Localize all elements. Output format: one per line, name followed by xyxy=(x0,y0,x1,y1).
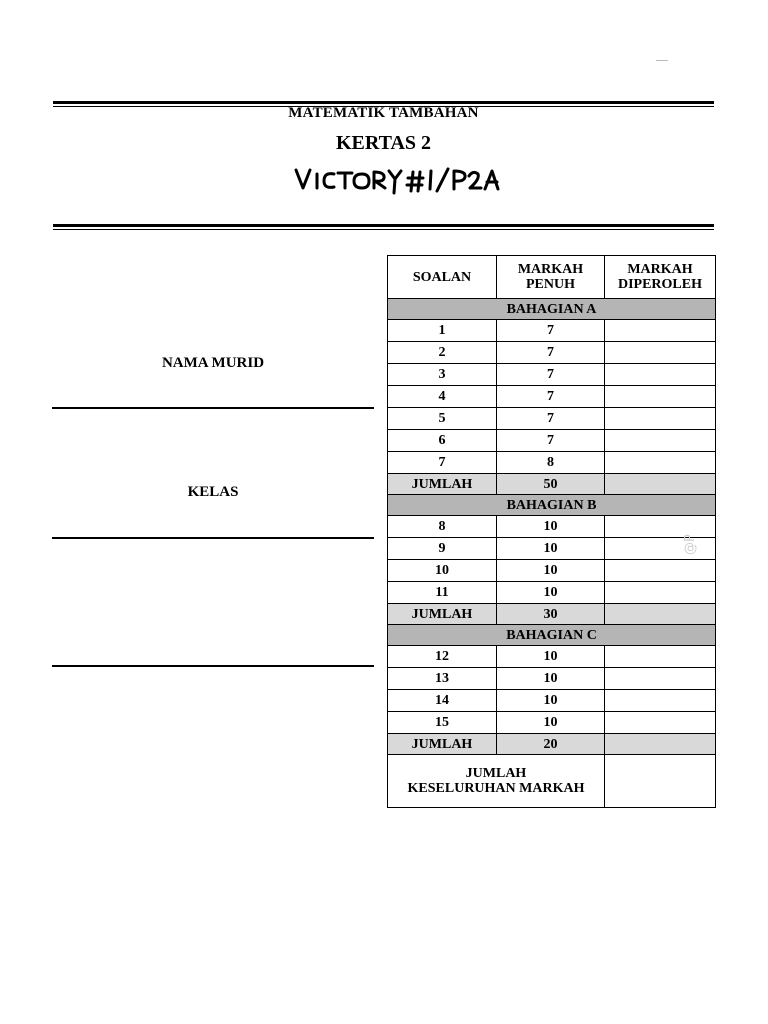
question-number: 12 xyxy=(388,646,497,668)
question-number: 6 xyxy=(388,430,497,452)
table-row xyxy=(388,538,716,560)
section-title: BAHAGIAN C xyxy=(388,625,716,646)
grand-total-obtained-cell[interactable] xyxy=(605,755,716,808)
marks-obtained-cell[interactable] xyxy=(605,342,716,364)
header-rule-bottom-thin xyxy=(53,229,714,230)
header-question: SOALAN xyxy=(388,256,497,299)
table-row xyxy=(388,582,716,604)
full-marks: 10 xyxy=(497,646,605,668)
paper-title: KERTAS 2 xyxy=(335,132,432,154)
student-name-label: NAMA MURID xyxy=(161,355,265,371)
subject-title: MATEMATIK TAMBAHAN xyxy=(288,105,479,121)
question-number: 7 xyxy=(388,452,497,474)
marks-obtained-cell[interactable] xyxy=(605,386,716,408)
marks-obtained-cell[interactable] xyxy=(605,582,716,604)
total-full-marks: 20 xyxy=(497,734,605,755)
question-number: 4 xyxy=(388,386,497,408)
full-marks: 10 xyxy=(497,516,605,538)
full-marks: 10 xyxy=(497,560,605,582)
marks-obtained-cell[interactable] xyxy=(605,452,716,474)
marks-obtained-cell[interactable] xyxy=(605,320,716,342)
question-number: 8 xyxy=(388,516,497,538)
marks-obtained-cell[interactable] xyxy=(605,690,716,712)
table-row xyxy=(388,452,716,474)
header-marks-obtained: MARKAH DIPEROLEH xyxy=(605,256,716,299)
total-full-marks: 30 xyxy=(497,604,605,625)
table-row xyxy=(388,408,716,430)
full-marks: 10 xyxy=(497,582,605,604)
watermark: @P xyxy=(683,534,698,555)
marks-obtained-cell[interactable] xyxy=(605,646,716,668)
question-number: 9 xyxy=(388,538,497,560)
header-rule-top xyxy=(53,101,714,104)
extra-line xyxy=(52,665,374,667)
question-number: 15 xyxy=(388,712,497,734)
full-marks: 7 xyxy=(497,364,605,386)
student-name-line[interactable] xyxy=(52,407,374,409)
table-row xyxy=(388,712,716,734)
section-title: BAHAGIAN A xyxy=(388,299,716,320)
section-title: BAHAGIAN B xyxy=(388,495,716,516)
full-marks: 10 xyxy=(497,668,605,690)
marks-obtained-cell[interactable] xyxy=(605,430,716,452)
question-number: 10 xyxy=(388,560,497,582)
handwritten-paper-code xyxy=(290,160,510,200)
marks-obtained-cell[interactable] xyxy=(605,668,716,690)
question-number: 14 xyxy=(388,690,497,712)
full-marks: 10 xyxy=(497,538,605,560)
full-marks: 7 xyxy=(497,320,605,342)
grand-total-label-line2: KESELURUHAN MARKAH xyxy=(407,781,585,796)
table-row xyxy=(388,646,716,668)
full-marks: 7 xyxy=(497,408,605,430)
corner-mark xyxy=(656,60,668,61)
question-number: 2 xyxy=(388,342,497,364)
question-number: 3 xyxy=(388,364,497,386)
total-obtained-cell[interactable] xyxy=(605,474,716,495)
question-number: 1 xyxy=(388,320,497,342)
section-total-row xyxy=(388,474,716,495)
marks-obtained-cell[interactable] xyxy=(605,364,716,386)
grand-total-label xyxy=(388,755,605,808)
section-row xyxy=(388,495,716,516)
total-label: JUMLAH xyxy=(388,604,497,625)
header-rule-bottom xyxy=(53,224,714,227)
total-obtained-cell[interactable] xyxy=(605,604,716,625)
full-marks: 7 xyxy=(497,430,605,452)
table-header-row xyxy=(388,256,716,299)
marks-table xyxy=(387,255,716,808)
table-row xyxy=(388,690,716,712)
table-row xyxy=(388,320,716,342)
table-row xyxy=(388,516,716,538)
grand-total-row xyxy=(388,755,716,808)
header-full-marks: MARKAH PENUH xyxy=(497,256,605,299)
section-total-row xyxy=(388,604,716,625)
table-row xyxy=(388,386,716,408)
table-row xyxy=(388,668,716,690)
total-label: JUMLAH xyxy=(388,734,497,755)
total-obtained-cell[interactable] xyxy=(605,734,716,755)
marks-obtained-cell[interactable] xyxy=(605,408,716,430)
total-full-marks: 50 xyxy=(497,474,605,495)
question-number: 11 xyxy=(388,582,497,604)
table-row xyxy=(388,430,716,452)
class-label: KELAS xyxy=(187,484,239,500)
table-row xyxy=(388,560,716,582)
section-row xyxy=(388,299,716,320)
marks-obtained-cell[interactable] xyxy=(605,560,716,582)
table-row xyxy=(388,364,716,386)
question-number: 5 xyxy=(388,408,497,430)
class-line[interactable] xyxy=(52,537,374,539)
full-marks: 7 xyxy=(497,386,605,408)
section-row xyxy=(388,625,716,646)
grand-total-label-line1: JUMLAH xyxy=(465,766,527,781)
full-marks: 10 xyxy=(497,712,605,734)
full-marks: 7 xyxy=(497,342,605,364)
full-marks: 8 xyxy=(497,452,605,474)
section-total-row xyxy=(388,734,716,755)
total-label: JUMLAH xyxy=(388,474,497,495)
table-row xyxy=(388,342,716,364)
marks-obtained-cell[interactable] xyxy=(605,712,716,734)
full-marks: 10 xyxy=(497,690,605,712)
question-number: 13 xyxy=(388,668,497,690)
